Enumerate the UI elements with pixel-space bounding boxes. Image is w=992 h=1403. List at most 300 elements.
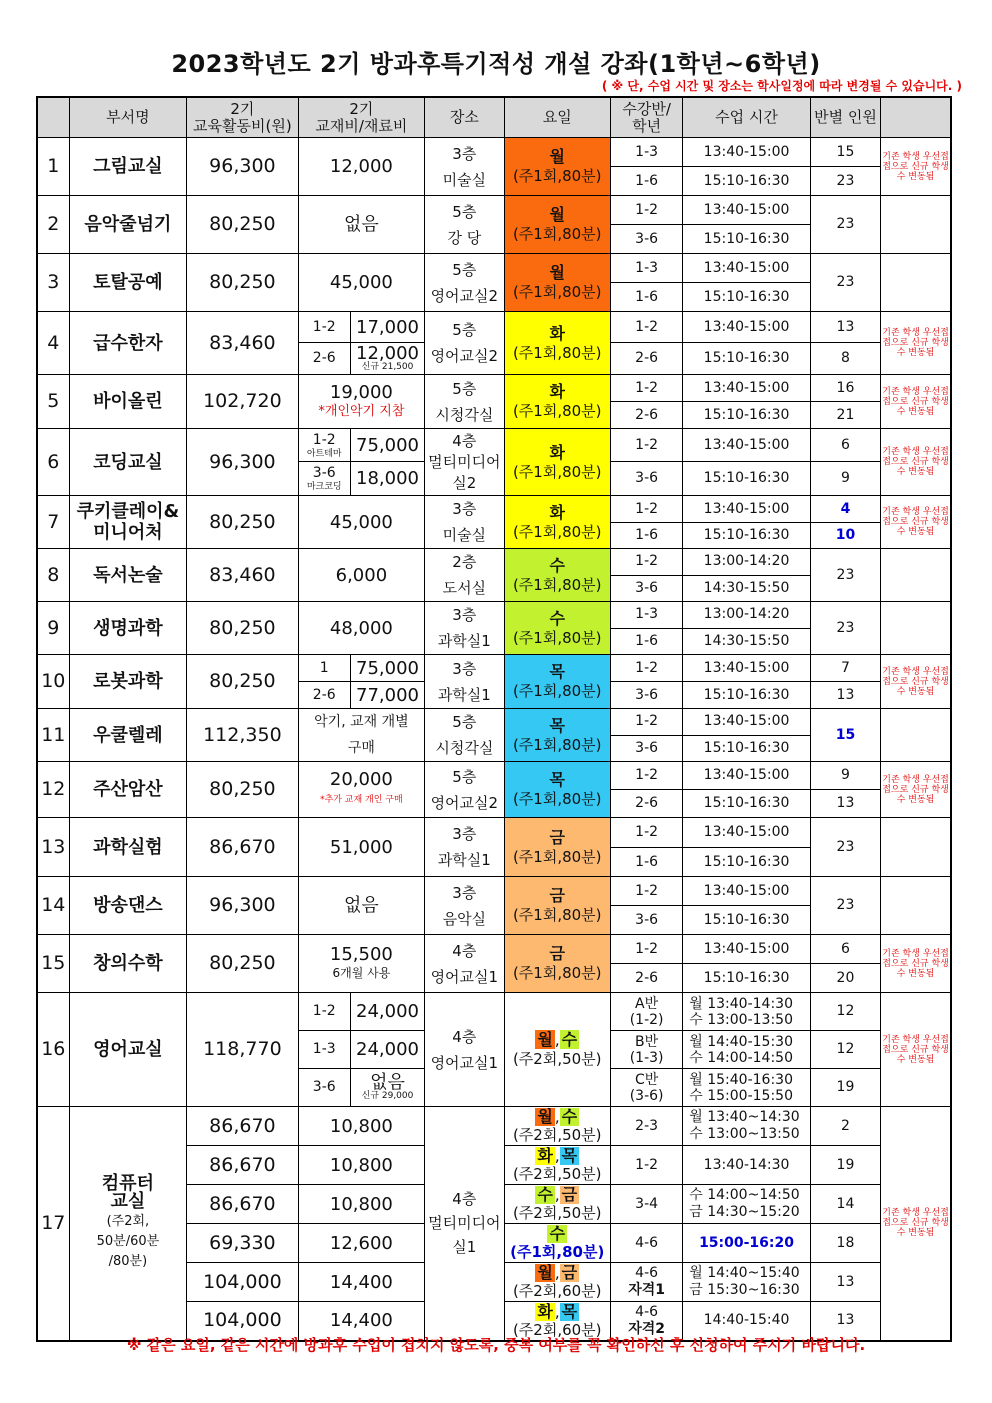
class-time-cell [683, 964, 811, 993]
material-cell [298, 254, 425, 312]
class-grade: 2-6 [635, 795, 659, 811]
class-grade: 1-2 [635, 659, 659, 676]
material-grade-cell [298, 1069, 350, 1107]
class-time: 15:10-16:30 [703, 172, 790, 189]
course-room [425, 375, 504, 429]
course-room [425, 312, 504, 375]
course-name: 우쿨렐레 [69, 709, 187, 762]
header-row [37, 97, 951, 138]
material-cell: 10,800 [298, 1107, 425, 1146]
material-cell [298, 549, 425, 602]
remark-empty [881, 254, 951, 312]
material-cell: 10,800 [298, 1185, 425, 1224]
room-name: 영어교실1 [430, 1053, 499, 1072]
class-time: 월 15:40-16:30 [689, 1071, 793, 1088]
remark-cell: 기존 학생 우선접접으로 신규 학생 수 변동됨 [881, 138, 951, 196]
class-grade-cell [610, 138, 682, 167]
class-grade-cell [610, 848, 682, 877]
material-price-cell [350, 993, 424, 1031]
class-name: A반 [635, 995, 659, 1012]
class-time: 15:10-16:30 [703, 470, 790, 486]
room-name: 강 당 [447, 228, 482, 247]
room-name: 실2 [452, 473, 477, 492]
course-fee: 80,250 [187, 602, 298, 655]
class-grade: 1-2 [635, 500, 659, 517]
course-fee: 118,770 [187, 993, 298, 1107]
room-floor: 3층 [452, 606, 477, 624]
course-name: 방송댄스 [69, 877, 187, 935]
class-count: 23 [810, 167, 880, 196]
material-price: 없음 [344, 895, 379, 916]
course-row [37, 762, 951, 790]
class-time-cell [683, 343, 811, 375]
course-name: 급수한자 [69, 312, 187, 375]
class-grade: 1-2 [635, 882, 659, 899]
class-time: 15:10-16:30 [703, 795, 790, 811]
course-room [425, 1107, 504, 1341]
course-fee: 112,350 [187, 709, 298, 762]
class-grade: 2-6 [635, 350, 659, 366]
class-time-cell [683, 1107, 811, 1146]
class-time: 수 13:00~13:50 [689, 1126, 800, 1142]
material-cell: 14,400 [298, 1302, 425, 1341]
course-row [37, 709, 951, 736]
course-day: 월 (주1회,80분) [504, 254, 610, 312]
course-fee: 80,250 [187, 655, 298, 709]
material-price: 없음 [344, 214, 379, 235]
material-grade-cell: 3-6 마크코딩 [298, 462, 350, 496]
material-price: 45,000 [329, 511, 393, 533]
room-floor: 5층 [452, 379, 477, 398]
course-day: 화 (주1회,80분) [504, 429, 610, 496]
class-count: 13 [810, 1263, 880, 1302]
course-room [425, 877, 504, 935]
class-count: 8 [810, 343, 880, 375]
class-grade-cell [610, 735, 682, 762]
class-time-cell [683, 523, 811, 549]
class-grade: 1-6 [635, 172, 659, 189]
course-day: 수 (주1회,80분) [504, 549, 610, 602]
class-grade: 1-2 [635, 824, 659, 840]
class-time-cell [683, 848, 811, 877]
class-time: 13:40-15:00 [703, 318, 790, 335]
class-grade-cell [610, 1185, 682, 1224]
course-fee: 69,330 [209, 1231, 276, 1254]
class-time-cell [683, 818, 811, 848]
course-fee: 80,250 [187, 496, 298, 549]
class-grade-cell [610, 1107, 682, 1146]
material-text: 악기, 교재 개별 [314, 714, 409, 730]
class-time-cell [683, 628, 811, 655]
class-grade-cell [610, 655, 682, 682]
course-room [425, 254, 504, 312]
class-time: 수 14:00-14:50 [689, 1049, 793, 1066]
material-price: 12,000 [356, 343, 419, 364]
course-number: 16 [37, 993, 69, 1107]
class-count: 6 [810, 935, 880, 964]
class-grade: (1-3) [629, 1049, 664, 1066]
course-row [37, 496, 951, 523]
class-time: 월 14:40-15:30 [689, 1033, 793, 1050]
class-grade-cell [610, 790, 682, 818]
class-time-cell: 13:40-14:30 [683, 1146, 811, 1185]
class-count: 2 [810, 1107, 880, 1146]
material-price: 45,000 [329, 272, 393, 293]
course-row [37, 549, 951, 576]
room-floor: 4층 [452, 431, 477, 450]
class-time-cell [683, 138, 811, 167]
class-time: 13:40-15:00 [703, 500, 790, 517]
material-price: 12,000 [329, 156, 393, 177]
class-time: 15:10-16:30 [703, 739, 790, 756]
course-room [425, 993, 504, 1107]
course-fee: 102,720 [187, 375, 298, 429]
class-grade-cell [610, 1069, 682, 1107]
course-fee: 80,250 [187, 935, 298, 993]
class-time-cell [683, 196, 811, 225]
course-row [37, 138, 951, 167]
remark-cell: 기존 학생 우선접접으로 신규 학생 수 변동됨 [881, 1107, 951, 1341]
class-time-cell [683, 429, 811, 462]
course-fee: 104,000 [203, 1309, 282, 1332]
course-fee: 86,670 [209, 1114, 276, 1137]
course-row [37, 196, 951, 225]
course-fee: 104,000 [203, 1270, 282, 1293]
class-grade-cell [610, 402, 682, 429]
material-cell [298, 818, 425, 877]
class-count: 23 [810, 549, 880, 602]
material-price-cell [350, 1031, 424, 1069]
material-grade-cell [298, 682, 350, 709]
course-row [37, 375, 951, 402]
class-time: 수 15:00-15:50 [689, 1087, 793, 1104]
class-grade: 4-6 [635, 1265, 659, 1281]
material-cell [298, 935, 425, 993]
class-grade: 1-6 [635, 853, 659, 870]
course-fee: 83,460 [187, 312, 298, 375]
class-count: 9 [810, 762, 880, 790]
class-count: 19 [810, 1146, 880, 1185]
room-floor: 4층 [452, 1027, 477, 1046]
class-grade: 1-2 [635, 713, 659, 730]
material-cell: 12,600 [298, 1224, 425, 1263]
class-grade-cell [610, 196, 682, 225]
material-price: 24,000 [356, 1039, 419, 1060]
class-name: B반 [635, 1033, 659, 1050]
class-time: 월 13:40-14:30 [689, 995, 793, 1012]
course-fee-cell [187, 1263, 298, 1302]
class-grade-cell: 4-6 자격2 [610, 1302, 682, 1341]
class-grade-cell [610, 523, 682, 549]
course-day: 목 (주1회,80분) [504, 709, 610, 762]
room-floor: 3층 [452, 825, 477, 843]
class-grade: 1-3 [635, 606, 659, 623]
material-price: 77,000 [356, 684, 419, 706]
course-number: 2 [37, 196, 69, 254]
class-count: 9 [810, 462, 880, 496]
room-floor: 2층 [452, 553, 477, 571]
course-number: 12 [37, 762, 69, 818]
material-grade-cell [298, 343, 350, 375]
course-room [425, 762, 504, 818]
class-time-cell [683, 402, 811, 429]
remark-cell: 기존 학생 우선접접으로 신규 학생 수 변동됨 [881, 655, 951, 709]
room-floor: 5층 [452, 202, 477, 221]
course-number: 15 [37, 935, 69, 993]
course-name: 주산암산 [69, 762, 187, 818]
material-note: 6개월 사용 [332, 965, 391, 980]
class-time-cell [683, 254, 811, 283]
class-time: 13:00-14:20 [703, 606, 790, 623]
material-cell [298, 602, 425, 655]
remark-cell: 기존 학생 우선접접으로 신규 학생 수 변동됨 [881, 312, 951, 375]
class-count: 7 [810, 655, 880, 682]
course-fee: 86,670 [187, 818, 298, 877]
class-count: 13 [810, 682, 880, 709]
header-room: 장소 [425, 97, 504, 138]
class-count: 6 [810, 429, 880, 462]
class-time-cell [683, 1185, 811, 1224]
course-fee: 80,250 [187, 196, 298, 254]
room-name: 영어교실2 [430, 347, 499, 365]
material-note: *추가 교재 개인 구매 [320, 794, 403, 805]
course-room [425, 138, 504, 196]
course-name-line: 컴퓨터 [101, 1173, 154, 1195]
material-cell [298, 375, 425, 429]
material-price-cell [350, 655, 424, 682]
class-count: 12 [810, 993, 880, 1031]
class-time: 13:40-15:00 [703, 824, 790, 840]
class-grade-cell [610, 462, 682, 496]
material-grade: 1-3 [312, 1041, 336, 1057]
class-grade: 3-6 [635, 739, 659, 756]
room-name: 시청각실 [435, 405, 494, 424]
course-fee: 96,300 [187, 429, 298, 496]
material-grade: 1 [319, 659, 329, 676]
course-row [37, 254, 951, 283]
class-time: 13:40-15:00 [703, 940, 790, 957]
course-row [37, 877, 951, 906]
class-time: 13:40-15:00 [703, 767, 790, 783]
class-grade: (3-6) [629, 1087, 664, 1104]
course-day: 월 (주1회,80분) [504, 138, 610, 196]
class-time-cell [683, 1263, 811, 1302]
course-number: 13 [37, 818, 69, 877]
class-grade: 1-2 [635, 436, 659, 453]
room-name: 멀티미디어 [428, 452, 501, 471]
material-price-cell [350, 429, 424, 462]
class-grade: 3-6 [635, 579, 659, 596]
class-time: 14:30-15:50 [703, 632, 790, 649]
course-day: 화 (주1회,80분) [504, 496, 610, 549]
page-title: 2023학년도 2기 방과후특기적성 개설 강좌(1학년~6학년) [171, 50, 821, 78]
course-name: 컴퓨터 교실 (주2회, 50분/60분 /80분) [69, 1107, 187, 1341]
course-row [37, 602, 951, 629]
class-count: 12 [810, 1031, 880, 1069]
course-name: 로봇과학 [69, 655, 187, 709]
class-time: 13:40-15:00 [703, 379, 790, 396]
class-count: 21 [810, 402, 880, 429]
course-room [425, 602, 504, 655]
course-day: 화 (주1회,80분) [504, 375, 610, 429]
room-floor: 3층 [452, 500, 477, 518]
course-number: 8 [37, 549, 69, 602]
course-day: 금 (주1회,80분) [504, 935, 610, 993]
class-name: C반 [634, 1071, 659, 1088]
course-fee: 86,670 [209, 1153, 276, 1176]
header-material: 2기 교재비/재료비 [298, 97, 425, 138]
material-grade: 3-6 [312, 1079, 336, 1095]
class-grade-cell [610, 1224, 682, 1263]
course-table [36, 96, 952, 1342]
course-fee-cell [187, 1107, 298, 1146]
course-number: 6 [37, 429, 69, 496]
material-price: 51,000 [329, 836, 393, 858]
course-name: 코딩교실 [69, 429, 187, 496]
remark-empty [881, 196, 951, 254]
material-cell: 10,800 [298, 1146, 425, 1185]
course-room [425, 549, 504, 602]
material-grade-cell [298, 1031, 350, 1069]
remark-empty [881, 877, 951, 935]
class-time: 15:10-16:30 [703, 853, 790, 870]
course-number: 17 [37, 1107, 69, 1341]
room-name: 시청각실 [435, 739, 494, 757]
class-grade: 4-6 [635, 1303, 659, 1320]
class-time-cell [683, 602, 811, 629]
class-time-cell [683, 993, 811, 1031]
class-grade: 1-3 [635, 259, 659, 276]
room-floor: 4층 [452, 1190, 477, 1209]
class-count: 16 [810, 375, 880, 402]
course-number: 14 [37, 877, 69, 935]
material-grade-cell [298, 993, 350, 1031]
english-row [37, 993, 951, 1031]
course-number: 7 [37, 496, 69, 549]
material-grade-cell [298, 655, 350, 682]
course-day: 목 (주1회,80분) [504, 655, 610, 709]
material-grade: 3-6 [312, 465, 336, 481]
course-fee: 96,300 [187, 138, 298, 196]
class-time-cell [683, 167, 811, 196]
course-number: 1 [37, 138, 69, 196]
material-cell [298, 709, 425, 762]
course-day: 목 (주1회,80분) [504, 762, 610, 818]
class-time-cell [683, 877, 811, 906]
course-name: 생명과학 [69, 602, 187, 655]
class-time-cell [683, 682, 811, 709]
footer-note: ※ 같은 요일, 같은 시간에 방과후 수업이 겹치지 않도록, 중복 여부를 꼭 확인하신 후 신청하여 주시기 바랍니다. [126, 1336, 866, 1354]
class-grade-cell [610, 935, 682, 964]
class-grade: 3-6 [635, 470, 659, 486]
course-row [37, 935, 951, 964]
remark-empty [881, 602, 951, 655]
material-price-cell [350, 312, 424, 343]
room-name: 실1 [452, 1238, 477, 1257]
course-day: 화 , 목 (주2회,50분) [504, 1146, 610, 1185]
class-time-cell: 14:40-15:40 [683, 1302, 811, 1341]
header-count: 반별 인원 [810, 97, 880, 138]
course-fee: 80,250 [187, 254, 298, 312]
class-time-cell [683, 283, 811, 312]
material-grade: 1-2 [312, 1003, 336, 1019]
class-time-cell [683, 575, 811, 602]
class-grade-cell [610, 818, 682, 848]
course-room [425, 709, 504, 762]
course-day: 월 , 금 (주2회,60분) [504, 1263, 610, 1302]
remark-cell: 기존 학생 우선접접으로 신규 학생 수 변동됨 [881, 496, 951, 549]
course-rows [37, 138, 951, 1341]
class-grade: 2-6 [635, 969, 659, 986]
course-number: 5 [37, 375, 69, 429]
course-fee-cell [187, 1146, 298, 1185]
class-grade-cell [610, 429, 682, 462]
course-name-line: 쿠키클레이& [76, 501, 180, 522]
class-time-cell [683, 709, 811, 736]
class-time: 월 14:40~15:40 [689, 1265, 800, 1281]
course-room [425, 429, 504, 496]
class-count: 13 [810, 790, 880, 818]
class-time-cell [683, 312, 811, 343]
class-grade-cell [610, 628, 682, 655]
remark-cell: 기존 학생 우선접접으로 신규 학생 수 변동됨 [881, 762, 951, 818]
class-grade: 3-6 [635, 686, 659, 703]
material-grade: 2-6 [312, 350, 336, 366]
schedule-note: ( ※ 단, 수업 시간 및 장소는 학사일정에 따라 변경될 수 있습니다. ) [601, 79, 962, 93]
course-fee: 96,300 [187, 877, 298, 935]
class-time: 15:10-16:30 [703, 350, 790, 366]
room-name: 과학실1 [437, 632, 491, 650]
course-name: 영어교실 [69, 993, 187, 1107]
class-grade: 2-6 [635, 406, 659, 423]
room-name: 영어교실2 [430, 793, 499, 812]
class-time: 14:30-15:50 [703, 579, 790, 596]
class-grade-cell [610, 964, 682, 993]
course-day: 수 (주1회,80분) [504, 602, 610, 655]
course-number: 10 [37, 655, 69, 709]
material-note: *개인악기 지참 [318, 403, 405, 419]
class-grade-cell [610, 312, 682, 343]
class-time: 13:40-15:00 [703, 143, 790, 160]
class-grade-cell [610, 375, 682, 402]
course-day: 월 , 수 (주2회,50분) [504, 1107, 610, 1146]
header-time: 수업 시간 [683, 97, 811, 138]
class-grade-cell [610, 602, 682, 629]
material-grade: 1-2 [312, 431, 336, 448]
course-name: 독서논술 [69, 549, 187, 602]
material-price: 17,000 [356, 316, 419, 338]
material-price-cell: 없음 신규 29,000 [350, 1069, 424, 1107]
course-day: 금 (주1회,80분) [504, 877, 610, 935]
course-day: 화 , 목 (주2회,60분) [504, 1302, 610, 1341]
header-dept: 부서명 [69, 97, 187, 138]
class-time-cell [683, 225, 811, 254]
class-time: 15:10-16:30 [703, 406, 790, 423]
class-grade: 3-4 [635, 1195, 659, 1212]
course-room [425, 196, 504, 254]
class-count: 4 [810, 496, 880, 523]
course-day: 수 (주1회,80분) [504, 1224, 610, 1263]
material-grade: 2-6 [312, 686, 336, 703]
class-time: 13:40-15:00 [703, 659, 790, 676]
material-price: 24,000 [356, 1001, 419, 1022]
class-grade-cell [610, 906, 682, 935]
room-floor: 5층 [452, 321, 477, 339]
header-grade: 수강반/ 학년 [610, 97, 682, 138]
class-time: 13:40-15:00 [703, 259, 790, 276]
class-count: 23 [810, 196, 880, 254]
class-grade: 1-2 [635, 1156, 659, 1173]
